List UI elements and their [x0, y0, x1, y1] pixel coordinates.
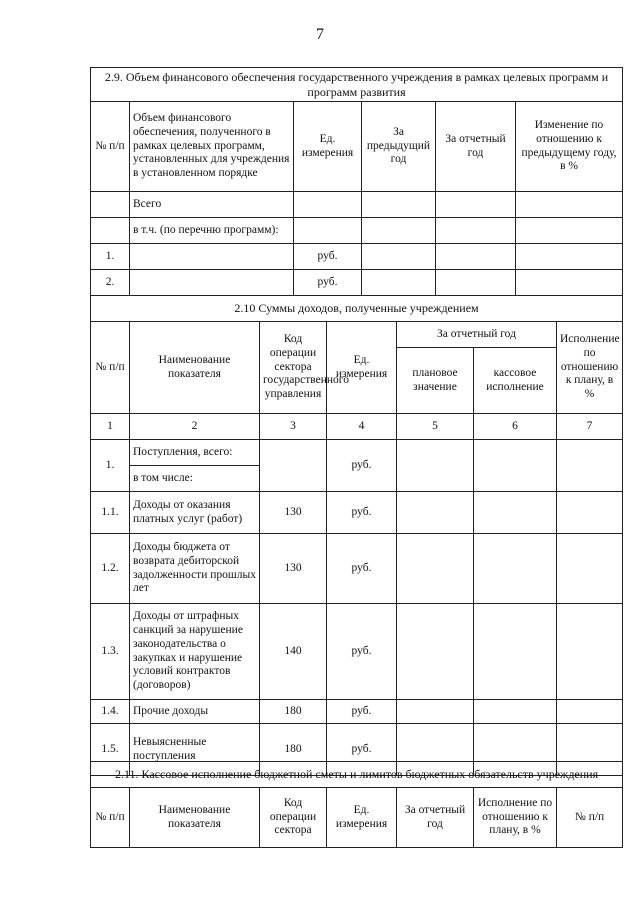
- table-row: [91, 244, 623, 270]
- cell-unit: руб.: [327, 492, 397, 534]
- header-execution: Исполнение по отношению к плану, в %: [557, 322, 623, 414]
- page-number: 7: [316, 26, 324, 43]
- cell-name: в т.ч. (по перечню программ):: [130, 218, 294, 244]
- column-numbers-row: [91, 414, 623, 440]
- col-number: 7: [557, 414, 623, 440]
- cell-name: [130, 270, 294, 296]
- cell-unit: руб.: [327, 700, 397, 724]
- header-planned: плановое значение: [397, 348, 474, 414]
- col-number: 4: [327, 414, 397, 440]
- cell-name: [130, 244, 294, 270]
- cell-name: Всего: [130, 192, 294, 218]
- cell-num: 1.1.: [91, 492, 130, 534]
- header-report-year: За отчетный год: [397, 788, 474, 848]
- cell-code: 180: [260, 700, 327, 724]
- cell-code: 130: [260, 534, 327, 604]
- cell-code: 180: [260, 724, 327, 776]
- table-row: [91, 218, 623, 244]
- header-operation-code: Код операции сектора государственного управления: [260, 322, 327, 414]
- cell-code: 140: [260, 604, 327, 700]
- col-number: 3: [260, 414, 327, 440]
- cell-num: 1.5.: [91, 724, 130, 776]
- header-unit: Ед. измерения: [327, 788, 397, 848]
- cell-num: 1.4.: [91, 700, 130, 724]
- cell-num: 1.3.: [91, 604, 130, 700]
- income-table: [90, 295, 623, 776]
- cell-name: Доходы от оказания платных услуг (работ): [130, 492, 260, 534]
- cell-name: Доходы бюджета от возврата дебиторской задолженности прошлых лет: [130, 534, 260, 604]
- header-report-year: За отчетный год: [397, 322, 557, 348]
- header-cash: кассовое исполнение: [474, 348, 557, 414]
- cell-name: Доходы от штрафных санкций за нарушение законодательства о закупках и нарушение условий контрактов (договоров): [130, 604, 260, 700]
- cell-name: в том числе:: [130, 466, 260, 492]
- cell-code: 130: [260, 492, 327, 534]
- header-report-year: За отчетный год: [436, 102, 516, 192]
- cell-num: [91, 192, 130, 218]
- header-unit: Ед. измерения: [327, 322, 397, 414]
- section-2-10-title: 2.10 Суммы доходов, полученные учреждением: [91, 296, 623, 322]
- header-indicator-name: Наименование показателя: [130, 322, 260, 414]
- col-number: 1: [91, 414, 130, 440]
- cell-num: 1.: [91, 440, 130, 492]
- header-unit: Ед. измерения: [294, 102, 362, 192]
- cell-num: 1.: [91, 244, 130, 270]
- cell-num: [91, 218, 130, 244]
- table-row: [91, 192, 623, 218]
- col-number: 2: [130, 414, 260, 440]
- section-2-9-title: 2.9. Объем финансового обеспечения государственного учреждения в рамках целевых программ и программ развития: [91, 68, 623, 102]
- header-execution: Исполнение по отношению к плану, в %: [474, 788, 557, 848]
- header-prev-year: За предыдущий год: [362, 102, 436, 192]
- table-row: [91, 492, 623, 534]
- header-num: № п/п: [91, 322, 130, 414]
- table-row: [91, 604, 623, 700]
- cell-unit: руб.: [294, 270, 362, 296]
- cell-unit: [294, 192, 362, 218]
- cell-name: Невыясненные поступления: [130, 724, 260, 776]
- table-row: [91, 440, 623, 466]
- section-2-11-title: 2.11. Кассовое исполнение бюджетной сметы и лимитов бюджетных обязательств учреждения: [91, 762, 623, 788]
- cell-num: 2.: [91, 270, 130, 296]
- budget-execution-table: [90, 761, 623, 848]
- cell-unit: руб.: [327, 440, 397, 492]
- col-number: 5: [397, 414, 474, 440]
- financing-table: [90, 67, 623, 296]
- cell-unit: руб.: [327, 724, 397, 776]
- table-row: [91, 270, 623, 296]
- cell-unit: руб.: [294, 244, 362, 270]
- header-num: № п/п: [91, 102, 130, 192]
- table-row: [91, 534, 623, 604]
- cell-unit: руб.: [327, 534, 397, 604]
- header-num: № п/п: [91, 788, 130, 848]
- cell-name: Поступления, всего:: [130, 440, 260, 466]
- cell-num: 1.2.: [91, 534, 130, 604]
- header-change: Изменение по отношению к предыдущему году, в %: [516, 102, 623, 192]
- header-indicator-name: Наименование показателя: [130, 788, 260, 848]
- col-number: 6: [474, 414, 557, 440]
- header-operation-code: Код операции сектора: [260, 788, 327, 848]
- header-financing-volume: Объем финансового обеспечения, полученного в рамках целевых программ, установленных для учреждения в установленном порядке: [130, 102, 294, 192]
- cell-unit: [294, 218, 362, 244]
- header-num-2: № п/п: [557, 788, 623, 848]
- cell-unit: руб.: [327, 604, 397, 700]
- cell-name: Прочие доходы: [130, 700, 260, 724]
- table-row: [91, 700, 623, 724]
